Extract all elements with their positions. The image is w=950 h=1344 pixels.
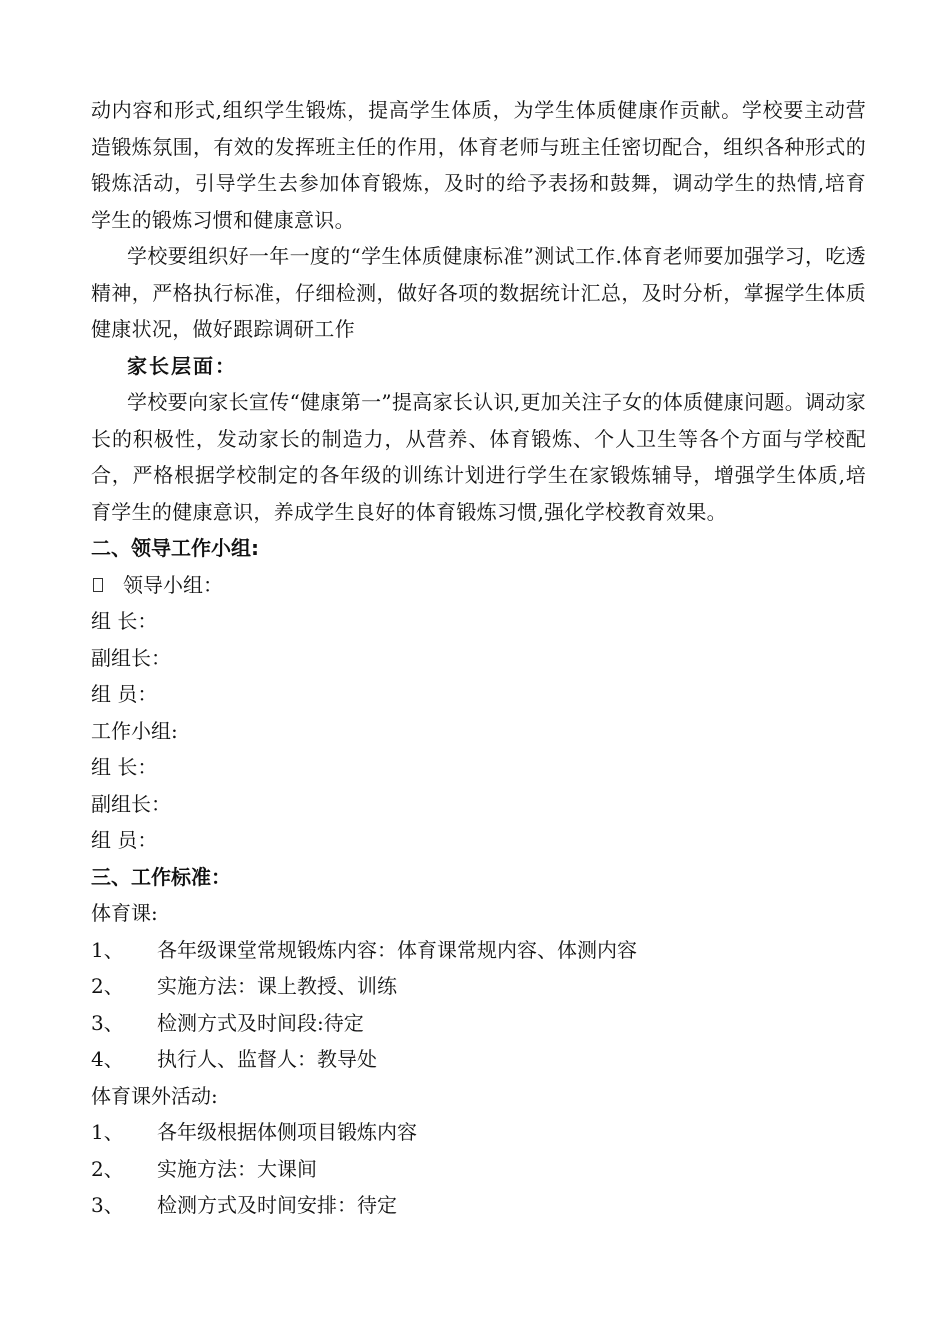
list-item <box>91 932 866 969</box>
list-item-number: 1、 <box>91 937 124 962</box>
list-item-text: 实施方法：课上教授、训练 <box>157 974 397 998</box>
leader-group-leader: 组 长： <box>91 609 158 633</box>
list-item-text: 检测方式及时间段:待定 <box>157 1010 364 1035</box>
leader-group-deputy: 副组长： <box>91 645 171 670</box>
work-group-leader: 组 长： <box>91 755 158 779</box>
list-item <box>91 1151 866 1188</box>
list-item-text: 实施方法：大课间 <box>157 1156 317 1181</box>
list-item <box>91 1114 866 1151</box>
work-group-deputy: 副组长： <box>91 791 171 816</box>
list-item-text: 执行人、监督人：教导处 <box>157 1047 377 1071</box>
list-item-text: 各年级根据体侧项目锻炼内容 <box>157 1120 417 1144</box>
list-item <box>91 1187 866 1224</box>
list-item-number: 3、 <box>91 1193 124 1217</box>
document-body <box>91 92 866 1224</box>
leader-group-members: 组 员： <box>91 682 158 706</box>
bullet-placeholder-icon <box>93 578 103 592</box>
list-item-number: 2、 <box>91 974 124 998</box>
list-item-number: 2、 <box>91 1156 124 1181</box>
section-2-heading: 二、领导工作小组: <box>91 536 259 560</box>
work-group-label: 工作小组: <box>91 718 178 743</box>
list-item <box>91 1005 866 1042</box>
list-item-number: 1、 <box>91 1120 124 1144</box>
list-item-text: 各年级课堂常规锻炼内容：体育课常规内容、体测内容 <box>157 937 637 962</box>
list-item-number: 3、 <box>91 1010 124 1035</box>
work-group-members: 组 员： <box>91 828 158 852</box>
leader-group-label: 领导小组： <box>123 572 223 597</box>
list-item <box>91 968 866 1005</box>
section-3-heading: 三、工作标准： <box>91 864 231 889</box>
list-item <box>91 1041 866 1078</box>
extracurricular-label: 体育课外活动: <box>91 1083 218 1108</box>
list-item-text: 检测方式及时间安排：待定 <box>157 1193 397 1217</box>
parent-level-heading: 家长层面： <box>127 353 237 378</box>
paragraph-student-exercise: 动内容和形式,组织学生锻炼，提高学生体质，为学生体质健康作贡献。学校要主动营造锻炼氛围，有效的发挥班主任的作用，体育老师与班主任密切配合，组织各种形式的锻炼活动，引导学生去参加体育锻炼，及时的给予表扬和鼓舞，调动学生的热情,培育学生的锻炼习惯和健康意识。 <box>91 98 866 232</box>
paragraph-health-standard-test: 学校要组织好一年一度的“学生体质健康标准”测试工作.体育老师要加强学习，吃透精神，严格执行标准，仔细检测，做好各项的数据统计汇总，及时分析，掌握学生体质健康状况，做好跟踪调研工作 <box>91 244 866 341</box>
pe-class-label: 体育课: <box>91 901 158 925</box>
paragraph-parent-level: 学校要向家长宣传“健康第一”提高家长认识,更加关注子女的体质健康问题。调动家长的积极性，发动家长的制造力，从营养、体育锻炼、个人卫生等各个方面与学校配合，严格根据学校制定的各年级的训练计划进行学生在家锻炼辅导，增强学生体质,培育学生的健康意识，养成学生良好的体育锻炼习惯,强化学校教育效果。 <box>91 390 866 524</box>
list-item-number: 4、 <box>91 1047 124 1071</box>
leader-group-row <box>91 567 866 604</box>
